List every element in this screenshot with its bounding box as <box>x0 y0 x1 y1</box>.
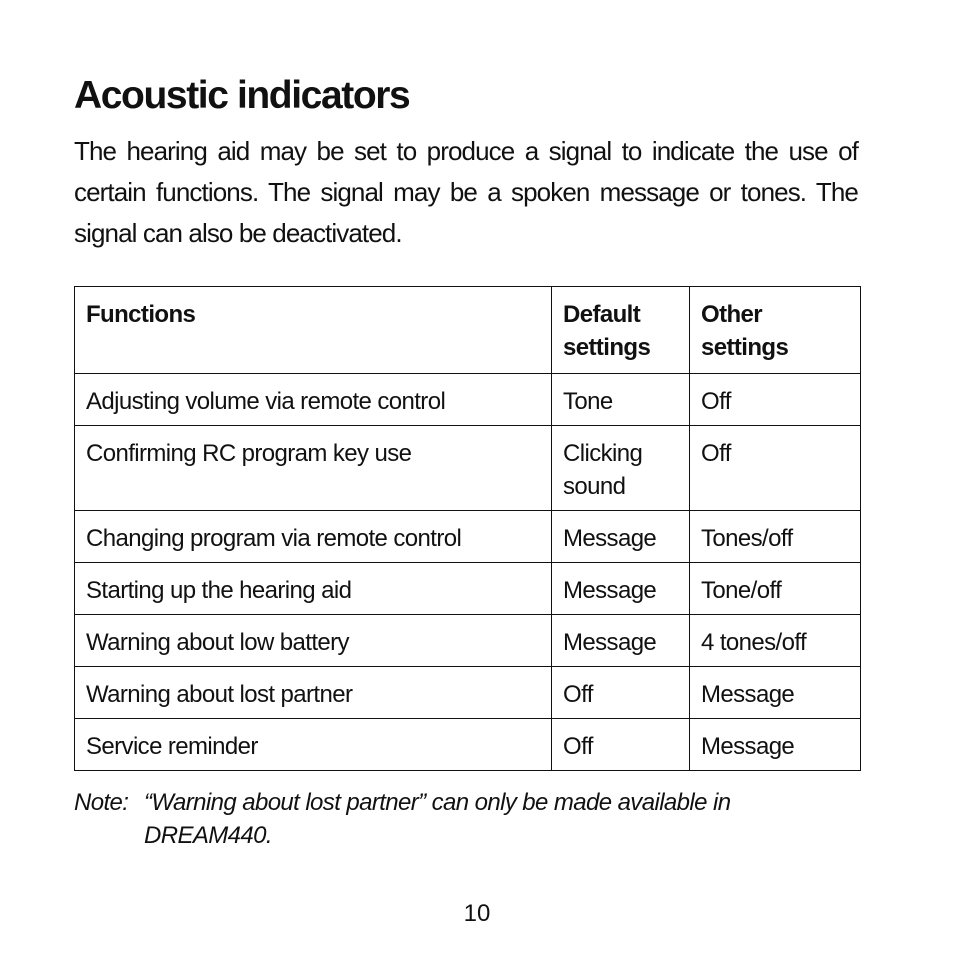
table-row <box>75 719 861 771</box>
cell-other: Tone/off <box>690 563 861 615</box>
cell-default: Message <box>552 563 690 615</box>
page-title: Acoustic indicators <box>74 74 410 117</box>
cell-function: Service reminder <box>75 719 552 771</box>
table-row <box>75 374 861 426</box>
cell-default: Clicking sound <box>552 426 690 511</box>
cell-function: Warning about low battery <box>75 615 552 667</box>
header-functions: Functions <box>75 287 552 374</box>
cell-other: 4 tones/off <box>690 615 861 667</box>
cell-default: Off <box>552 667 690 719</box>
note-label: Note: <box>74 789 129 816</box>
table-row <box>75 615 861 667</box>
cell-other: Tones/off <box>690 511 861 563</box>
cell-other: Message <box>690 719 861 771</box>
cell-function: Adjusting volume via remote control <box>75 374 552 426</box>
table-row <box>75 511 861 563</box>
acoustic-indicators-table <box>74 286 861 771</box>
cell-function: Starting up the hearing aid <box>75 563 552 615</box>
cell-function: Confirming RC program key use <box>75 426 552 511</box>
intro-paragraph: The hearing aid may be set to produce a signal to indicate the use of certain functions. The signal may be a spoken message or tones. The signal can also be deactivated. <box>74 136 858 248</box>
cell-default: Off <box>552 719 690 771</box>
cell-default: Message <box>552 511 690 563</box>
cell-default: Message <box>552 615 690 667</box>
note-text: “Warning about lost partner” can only be made available in DREAM440. <box>144 789 731 849</box>
cell-function: Warning about lost partner <box>75 667 552 719</box>
table-row <box>75 667 861 719</box>
cell-function: Changing program via remote control <box>75 511 552 563</box>
header-other-settings: Other settings <box>690 287 861 374</box>
page-number: 10 <box>463 900 491 927</box>
footnote <box>74 786 834 852</box>
table-row <box>75 563 861 615</box>
table-header-row <box>75 287 861 374</box>
cell-default: Tone <box>552 374 690 426</box>
header-default-settings: Default settings <box>552 287 690 374</box>
cell-other: Message <box>690 667 861 719</box>
table-row <box>75 426 861 511</box>
cell-other: Off <box>690 374 861 426</box>
cell-other: Off <box>690 426 861 511</box>
